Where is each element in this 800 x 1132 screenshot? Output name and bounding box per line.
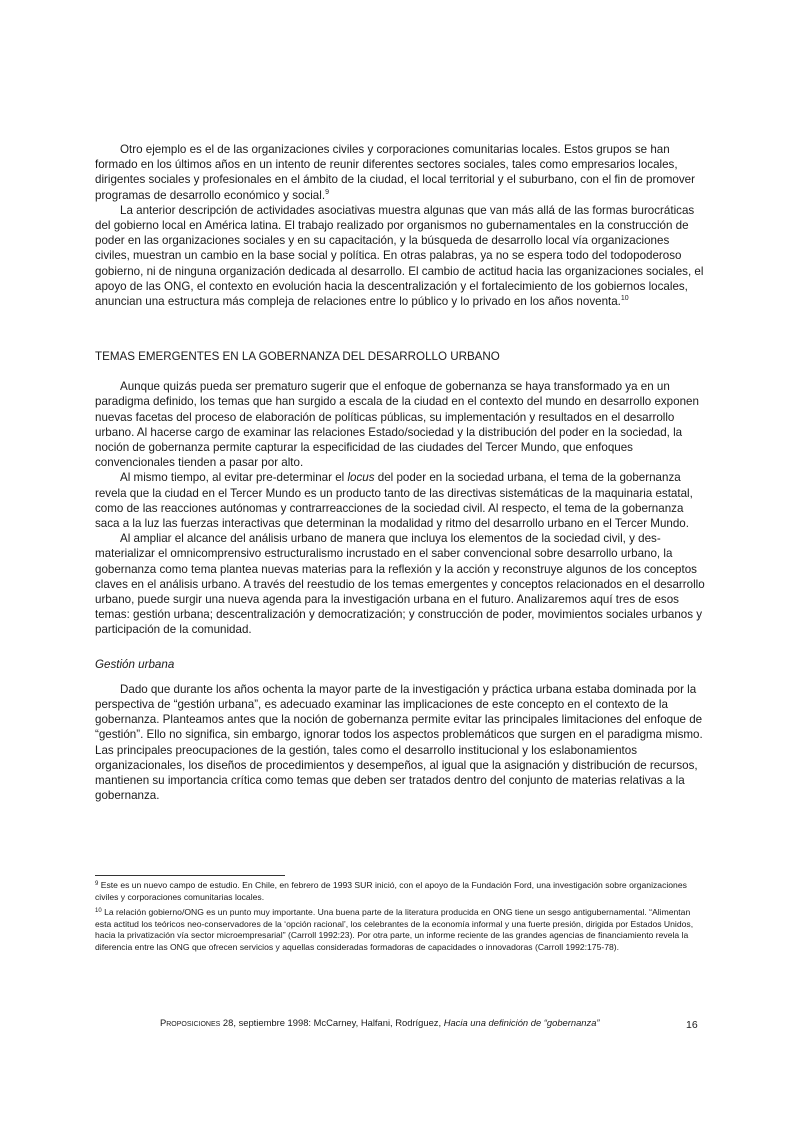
paragraph-governance-paradigm: Aunque quizás pueda ser prematuro sugerir que el enfoque de gobernanza se haya transformado ya en un paradigma definido, los temas que han surgido a escala de la ciudad en el contexto del mundo en desarrollo exponen nuevas facetas del proceso de elaboración de políticas públicas, su implementación y resultados en el desarrollo urbano. Al hacerse cargo de examinar las relaciones Estado/sociedad y la distribución del poder en la sociedad, la noción de gobernanza permite capturar la especificidad de las ciudades del Tercer Mundo, que enfoques convencionales tienden a pasar por alto. <box>95 380 699 470</box>
footnotes <box>95 880 707 957</box>
article-title: Hacia una definición de “gobernanza” <box>443 1017 600 1028</box>
locus-term: locus <box>347 471 375 485</box>
footnote-divider <box>95 875 285 876</box>
running-footer: Proposiciones 28, septiembre 1998: McCarney, Halfani, Rodríguez, Hacia una definición de “gobernanza” <box>160 1017 600 1028</box>
paragraph-urban-analysis-scope: Al ampliar el alcance del análisis urbano de manera que incluya los elementos de la sociedad civil, y des-materializar el omnicomprensivo estructuralismo incrustado en el saber convencional sobre desarrollo urbano, la gobernanza como tema plantea nuevas materias para la reflexión y la acción y reconstruye algunos de los conceptos claves en el análisis urbano. A través del reestudio de los temas emergentes y conceptos relacionados en el desarrollo urbano, puede surgir una nueva agenda para la investigación urbana en el futuro. Analizaremos aquí tres de esos temas: gestión urbana; descentralización y democratización; y construcción de poder, movimientos sociales urbanos y participación de la comunidad. <box>95 532 705 637</box>
journal-name: Proposiciones <box>160 1017 221 1028</box>
footnote-10: $^{10}$ La relación gobierno/ONG es un punto muy importante. Una buena parte de la literatura producida en ONG tiene un sesgo antigubernamental. “Alimentan esta actitud los teóricos neo-conservadores de la ‘opción racional’, los celebrantes de la economía informal y una fuerte presión, dirigida por Estados Unidos, hacia la privatización vía sector microempresarial” (Carroll 1992:23). Por otra parte, un informe reciente de las grandes agencias de financiamiento revela la diferencia entre las ONG que ofrecen servicios y aquellas consideradas formadoras de capacidades o innovadoras (Carroll 1992:175-78). <box>95 907 694 952</box>
paragraph-civil-organizations: Otro ejemplo es el de las organizaciones civiles y corporaciones comunitarias locales. Estos grupos se han formado en los últimos años en un intento de reunir diferentes sectores sociales, tales como empresarios locales, dirigentes sociales y profesionales en el ámbito de la ciudad, el local territorial y el suburbano, con el fin de promover programas de desarrollo económico y social.$^9$ <box>95 143 695 202</box>
footnote-ref-10[interactable]: 10 <box>620 295 629 303</box>
footnote-9: $^9$ Este es un nuevo campo de estudio. En Chile, en febrero de 1993 SUR inició, con el apoyo de la Fundación Ford, una investigación sobre organizaciones civiles y corporaciones comunitarias locales. <box>95 880 687 902</box>
page-body <box>95 142 705 803</box>
paragraph-locus-of-power: Al mismo tiempo, al evitar pre-determinar el locus del poder en la sociedad urbana, el tema de la gobernanza revela que la ciudad en el Tercer Mundo es un producto tanto de las directivas sistemáticas de la maquinaria estatal, como de las reacciones autónomas y contrarreacciones de la sociedad civil. Al respecto, el tema de la gobernanza saca a la luz las fuerzas interactivas que determinan la modalidad y ritmo del desarrollo urbano en el Tercer Mundo. <box>95 471 693 531</box>
paragraph-associative-activities: La anterior descripción de actividades asociativas muestra algunas que van más allá de las formas burocráticas del gobierno local en América latina. El trabajo realizado por organismos no gubernamentales en la construcción de poder en las organizaciones sociales y en su capacitación, y la búsqueda de desarrollo local vía organizaciones civiles, muestran un cambio en la base social y política. En otras palabras, ya no se espera todo del todopoderoso gobierno, ni de ninguna organización dedicada al desarrollo. El cambio de actitud hacia las organizaciones sociales, el apoyo de las ONG, el contexto en evolución hacia la descentralización y el fortalecimiento de los gobiernos locales, anuncian una estructura más compleja de relaciones entre lo público y lo privado en los años noventa.$^{10}$ <box>95 203 704 309</box>
footnote-ref-9[interactable]: 9 <box>325 188 329 196</box>
page-number: 16 <box>686 1019 698 1031</box>
paragraph-urban-management: Dado que durante los años ochenta la mayor parte de la investigación y práctica urbana estaba dominada por la perspectiva de “gestión urbana”, es adecuado examinar las implicaciones de este concepto en el contexto de la gobernanza. Planteamos antes que la noción de gobernanza permite evitar las principales limitaciones del enfoque de “gestión”. Ello no significa, sin embargo, ignorar todos los aspectos problemáticos que surgen en el paradigma mismo. Las principales preocupaciones de la gestión, tales como el desarrollo institucional y los eslabonamientos organizacionales, los diseños de procedimientos y desempeños, al igual que la asignación y distribución de recursos, mantienen su importancia crítica como temas que deben ser tratados dentro del conjunto de materias relativas a la gobernanza. <box>95 682 703 803</box>
subsection-heading: Gestión urbana <box>95 657 175 671</box>
section-heading: TEMAS EMERGENTES EN LA GOBERNANZA DEL DESARROLLO URBANO <box>95 350 500 364</box>
